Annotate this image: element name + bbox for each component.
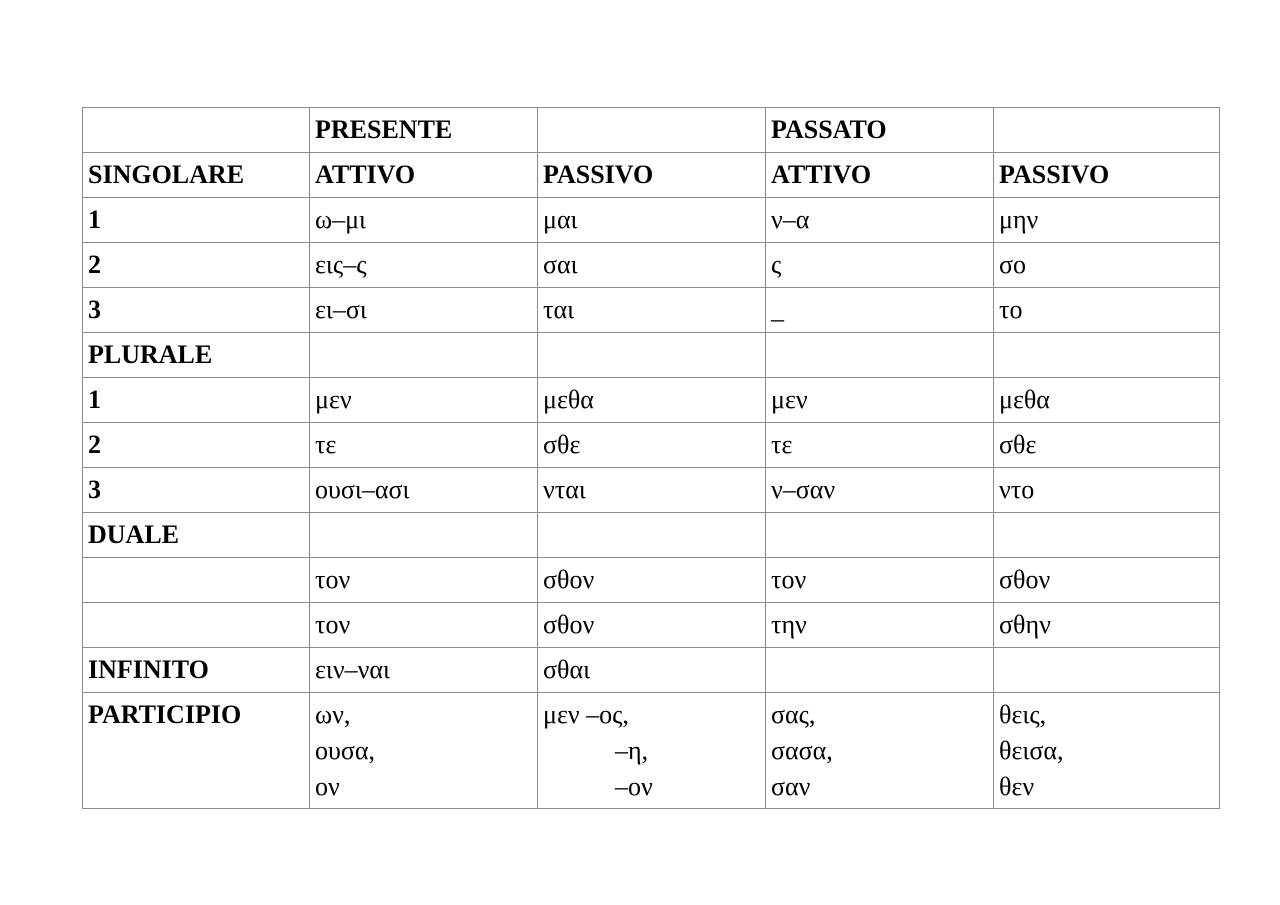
table-cell: σθε [994,423,1220,468]
table-cell: τον [766,558,994,603]
cell-line: σασα, [771,736,833,765]
table-cell: ειν–ναι [310,648,538,693]
table-cell [538,513,766,558]
table-cell: ει–σι [310,288,538,333]
person-label [83,558,310,603]
table-cell: σθε [538,423,766,468]
table-cell: ται [538,288,766,333]
person-label: 1 [83,198,310,243]
cell-line: –ον [615,772,653,801]
table-subheader-row [83,153,1220,198]
table-row [83,243,1220,288]
cell-line: σαν [771,772,811,801]
cell-line: ουσα, [315,736,376,765]
table-cell: σθον [538,603,766,648]
cell-line: μεν –ος, [543,700,629,729]
table-cell: μεν [310,378,538,423]
table-cell [766,513,994,558]
table-row [83,198,1220,243]
table-cell: μεθα [538,378,766,423]
table-cell: μεθα [994,378,1220,423]
table-cell [766,693,994,809]
table-section-row [83,513,1220,558]
table-row [83,558,1220,603]
table-cell [538,108,766,153]
section-label-plurale: PLURALE [83,333,310,378]
cell-line: σας, [771,700,816,729]
column-header-passivo: PASSIVO [994,153,1220,198]
table-cell: μεν [766,378,994,423]
section-label-duale: DUALE [83,513,310,558]
table-cell: ς [766,243,994,288]
table-cell: μην [994,198,1220,243]
table-cell: ω–μι [310,198,538,243]
table-cell: ντο [994,468,1220,513]
person-label: 2 [83,423,310,468]
table-cell: ουσι–ασι [310,468,538,513]
table-cell [994,693,1220,809]
column-header-attivo: ATTIVO [310,153,538,198]
table-cell [538,333,766,378]
table-cell: νται [538,468,766,513]
verb-endings-table [82,107,1220,809]
table-cell: σο [994,243,1220,288]
table-cell [83,108,310,153]
table-row [83,288,1220,333]
table-cell [766,333,994,378]
table-row-infinito [83,648,1220,693]
table-row-participio [83,693,1220,809]
table-row [83,468,1220,513]
table-cell: τον [310,558,538,603]
table-cell: σθαι [538,648,766,693]
cell-line: –η, [615,736,649,765]
column-header-attivo: ATTIVO [766,153,994,198]
person-label: 3 [83,288,310,333]
table-cell [994,108,1220,153]
table-cell: το [994,288,1220,333]
person-label: 1 [83,378,310,423]
column-header-passivo: PASSIVO [538,153,766,198]
table-cell [310,693,538,809]
table-cell: σθον [994,558,1220,603]
cell-line: ων, [315,700,351,729]
cell-line: θεις, [999,700,1047,729]
cell-line: θεισα, [999,736,1064,765]
column-group-presente: PRESENTE [310,108,538,153]
table-cell: τον [310,603,538,648]
person-label [83,603,310,648]
table-cell [994,333,1220,378]
table-cell: τε [310,423,538,468]
table-cell: την [766,603,994,648]
table-cell: ν–α [766,198,994,243]
table-cell [310,513,538,558]
section-label-participio: PARTICIPIO [83,693,310,809]
table-cell: μαι [538,198,766,243]
table-cell: σαι [538,243,766,288]
person-label: 2 [83,243,310,288]
table-cell [538,693,766,809]
table-cell: σθον [538,558,766,603]
table-section-row [83,333,1220,378]
section-label-infinito: INFINITO [83,648,310,693]
section-label-singolare: SINGOLARE [83,153,310,198]
column-group-passato: PASSATO [766,108,994,153]
table-cell [994,648,1220,693]
table-cell: ν–σαν [766,468,994,513]
table-cell: εις–ς [310,243,538,288]
table-cell [766,648,994,693]
table-row [83,603,1220,648]
table-row [83,378,1220,423]
table-row [83,423,1220,468]
table-header-row [83,108,1220,153]
cell-line: θεν [999,772,1035,801]
table-cell: σθην [994,603,1220,648]
table-cell: τε [766,423,994,468]
table-cell [310,333,538,378]
table-cell: _ [766,288,994,333]
cell-line: ον [315,772,340,801]
person-label: 3 [83,468,310,513]
table-cell [994,513,1220,558]
